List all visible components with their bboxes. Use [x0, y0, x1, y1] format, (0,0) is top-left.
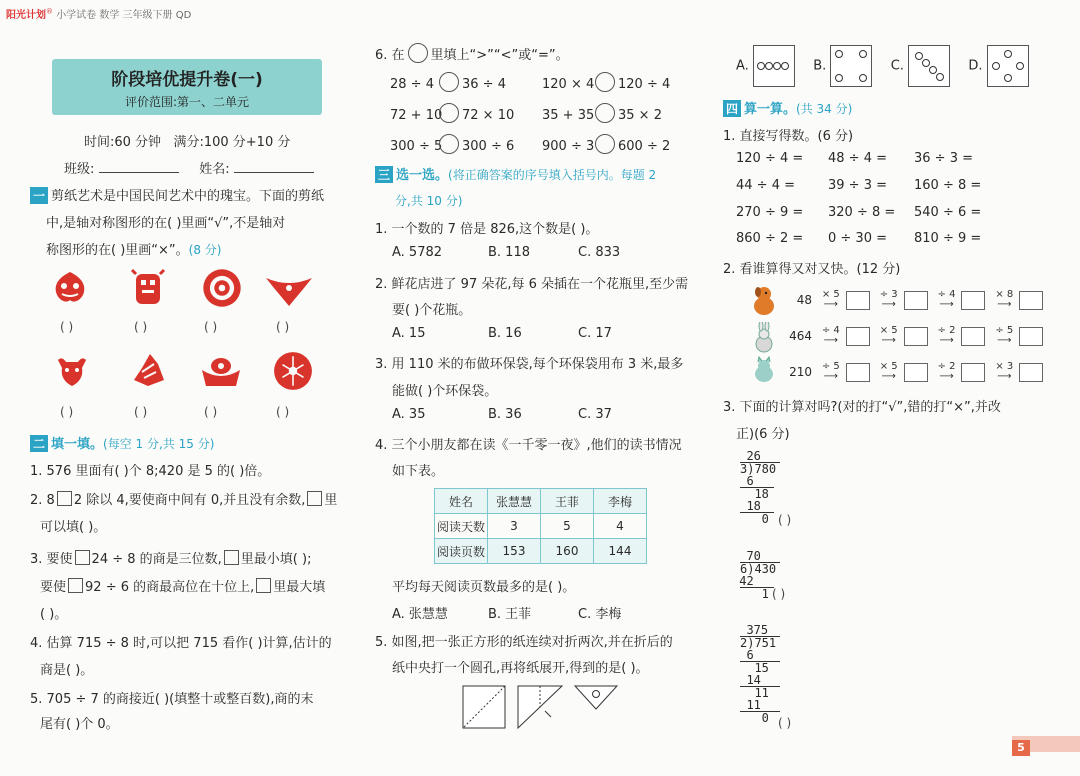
- div-line: 2)751: [740, 636, 780, 649]
- arrow-op: ÷ 4 ⟶: [816, 326, 846, 346]
- s3-q3-options: [392, 407, 612, 422]
- option-c[interactable]: C. 李梅: [578, 607, 622, 622]
- s2-q3-part: 里最大填: [273, 580, 326, 595]
- answer-box[interactable]: [846, 363, 870, 382]
- s3-q4-cont: 如下表。: [392, 464, 445, 479]
- page-number-bar: [1012, 736, 1080, 752]
- compare-circle[interactable]: [439, 134, 459, 154]
- expr: 35 × 2: [618, 108, 662, 123]
- s3-q3: 3. 用 110 米的布做环保袋,每个环保袋用布 3 米,最多: [375, 357, 684, 372]
- expr: 120 × 4: [542, 77, 595, 92]
- calc-item: 48 ÷ 4 =: [828, 151, 887, 166]
- papercut-2: [128, 268, 168, 312]
- answer-paren-1[interactable]: ( ): [60, 320, 74, 334]
- table-cell: 160: [541, 539, 594, 564]
- op-label: ÷ 3: [879, 289, 898, 300]
- option-c-figure[interactable]: [908, 45, 950, 87]
- s4-q3-cont: 正)(6 分): [736, 427, 790, 442]
- option-label-b[interactable]: B.: [813, 58, 827, 74]
- answer-box[interactable]: [904, 363, 928, 382]
- compare-circle[interactable]: [439, 72, 459, 92]
- section-3-badge: 三: [375, 166, 393, 183]
- answer-box[interactable]: [904, 291, 928, 310]
- arrow-op: ÷ 3 ⟶: [874, 290, 904, 310]
- answer-box[interactable]: [961, 291, 985, 310]
- page-title: 阶段培优提升卷(一): [111, 70, 263, 90]
- op-label: ÷ 4: [821, 325, 840, 336]
- s2-q3: [30, 548, 311, 567]
- s3-q2-cont: 要( )个花瓶。: [392, 303, 472, 318]
- section-1-line-3: [46, 239, 221, 258]
- arrow-op: × 5 ⟶: [816, 290, 846, 310]
- table-header: 李梅: [594, 489, 647, 514]
- answer-paren-3[interactable]: ( ): [204, 320, 218, 334]
- div-line: 11: [740, 686, 780, 699]
- division-1: [732, 450, 780, 525]
- answer-box[interactable]: [1019, 363, 1043, 382]
- answer-paren-5[interactable]: ( ): [60, 405, 74, 419]
- div-line: 1: [740, 587, 774, 600]
- arrow-op: × 5 ⟶: [874, 362, 904, 382]
- arrow-op: × 3 ⟶: [989, 362, 1019, 382]
- table-cell: 5: [541, 514, 594, 539]
- s2-q2-part: 里: [324, 493, 338, 508]
- s3-q5: 5. 如图,把一张正方形的纸连续对折两次,并在折后的: [375, 635, 673, 650]
- score-label: 满分:100 分+10 分: [173, 135, 291, 150]
- calc-row-4: [736, 231, 981, 246]
- calc-item: 810 ÷ 9 =: [914, 231, 982, 246]
- div-line: 375: [732, 623, 769, 637]
- s2-q3-cont: [40, 576, 325, 595]
- q6-title: [375, 43, 569, 63]
- s2-q3-part: 24 ÷ 8 的商是三位数,: [91, 552, 222, 567]
- expr: 900 ÷ 3: [542, 139, 595, 154]
- answer-box[interactable]: [961, 363, 985, 382]
- s4-q3: 3. 下面的计算对吗?(对的打“√”,错的打“×”,并改: [723, 400, 1001, 415]
- time-info: [84, 131, 290, 150]
- op-label: ÷ 5: [821, 361, 840, 372]
- name-field[interactable]: [234, 172, 314, 173]
- div-line: 14: [732, 673, 761, 687]
- section-1-line-1: [30, 185, 324, 204]
- q6-row-1: [390, 72, 670, 92]
- table-cell: 阅读页数: [435, 539, 488, 564]
- calc-item: 270 ÷ 9 =: [736, 205, 804, 220]
- expr: 72 × 10: [462, 108, 515, 123]
- answer-box[interactable]: [961, 327, 985, 346]
- s3-q4-options: [392, 603, 621, 622]
- papercut-3: [200, 266, 244, 314]
- div-line: 6)430: [740, 562, 780, 575]
- s2-q4-cont: 商是( )。: [40, 663, 94, 678]
- q6-title-part: 6. 在: [375, 48, 405, 63]
- div-line: 18: [732, 499, 761, 513]
- div-line: 0: [740, 512, 769, 526]
- section-4-title: 算一算。: [744, 102, 797, 117]
- answer-paren-d2[interactable]: ( ): [772, 587, 786, 601]
- div-line: 15: [740, 661, 780, 674]
- compare-circle[interactable]: [595, 103, 615, 123]
- s2-q3-part: 3. 要使: [30, 552, 73, 567]
- page-number: 5: [1012, 740, 1030, 756]
- chain-2: [784, 326, 1043, 346]
- s3-q1-options: [392, 245, 620, 260]
- option-d-figure[interactable]: [987, 45, 1029, 87]
- op-label: ÷ 5: [995, 325, 1014, 336]
- table-cell: 4: [594, 514, 647, 539]
- expr: 36 ÷ 4: [462, 77, 506, 92]
- calc-item: 39 ÷ 3 =: [828, 178, 887, 193]
- table-header: 王菲: [541, 489, 594, 514]
- s3-q4: 4. 三个小朋友都在读《一千零一夜》,他们的读书情况: [375, 438, 682, 453]
- division-3: [732, 624, 780, 724]
- s3-q2-options: [392, 326, 612, 341]
- table-cell: 153: [488, 539, 541, 564]
- fold-step-2: [517, 685, 563, 733]
- s3-q4-question: 平均每天阅读页数最多的是( )。: [392, 580, 576, 595]
- expr: 300 ÷ 5: [390, 139, 443, 154]
- fold-step-3: [574, 685, 618, 715]
- chain-3: [784, 362, 1043, 382]
- answer-box[interactable]: [904, 327, 928, 346]
- s4-q1: 1. 直接写得数。(6 分): [723, 129, 854, 144]
- q6-row-2: [390, 103, 662, 123]
- option-b[interactable]: B. 16: [488, 326, 522, 341]
- papercut-7: [198, 352, 244, 396]
- op-label: × 3: [995, 361, 1014, 372]
- section-4-heading: [723, 98, 852, 117]
- s2-q1: 1. 576 里面有( )个 8;420 是 5 的( )倍。: [30, 464, 271, 479]
- op-label: × 5: [879, 325, 898, 336]
- s3-q5-cont: 纸中央打一个圆孔,再将纸展开,得到的是( )。: [392, 661, 649, 676]
- compare-circle[interactable]: [595, 72, 615, 92]
- op-label: ÷ 4: [937, 289, 956, 300]
- div-line: 3)780: [740, 462, 780, 475]
- arrow-op: ÷ 4 ⟶: [931, 290, 961, 310]
- s2-q2-part: 2. 8: [30, 493, 55, 508]
- s2-q5-cont: 尾有( )个 0。: [40, 717, 119, 732]
- arrow-op: ÷ 2 ⟶: [931, 362, 961, 382]
- div-line: 18: [740, 487, 774, 500]
- answer-box[interactable]: [846, 291, 870, 310]
- answer-paren-8[interactable]: ( ): [276, 405, 290, 419]
- calc-item: 320 ÷ 8 =: [828, 205, 896, 220]
- student-info: [64, 158, 314, 177]
- section-1-text: 剪纸艺术是中国民间艺术中的瑰宝。下面的剪纸: [51, 189, 325, 204]
- section-4-badge: 四: [723, 100, 741, 117]
- page-header: 阳光计划® 小学试卷 数学 三年级下册 QD: [6, 7, 192, 21]
- page-subtitle: 评价范围:第一、二单元: [124, 95, 250, 109]
- expr: 72 + 10: [390, 108, 443, 123]
- s2-q3-part: 要使: [40, 580, 67, 595]
- div-line: 26: [732, 449, 761, 463]
- chain-1: [790, 290, 1043, 310]
- digit-box[interactable]: [57, 491, 72, 506]
- div-last: [740, 512, 774, 525]
- option-c[interactable]: C. 17: [578, 326, 612, 341]
- option-c[interactable]: C. 833: [578, 245, 621, 260]
- answer-box[interactable]: [846, 327, 870, 346]
- section-3-heading: [375, 164, 656, 183]
- papercut-4: [264, 272, 314, 312]
- arrow-op: ÷ 5 ⟶: [816, 362, 846, 382]
- answer-paren-d3[interactable]: ( ): [778, 716, 792, 730]
- digit-box[interactable]: [256, 578, 271, 593]
- option-a[interactable]: A. 35: [392, 407, 426, 422]
- rabbit-icon: [750, 322, 778, 358]
- class-field[interactable]: [99, 172, 179, 173]
- option-label-d[interactable]: D.: [968, 58, 983, 74]
- class-label: 班级:: [64, 162, 95, 177]
- digit-box[interactable]: [68, 578, 83, 593]
- q5-options: [736, 45, 1029, 87]
- chain-start: 210: [789, 364, 812, 379]
- q6-row-3: [390, 134, 670, 154]
- answer-paren-4[interactable]: ( ): [276, 320, 290, 334]
- s2-q2-cont: 可以填( )。: [40, 520, 107, 535]
- compare-circle[interactable]: [439, 103, 459, 123]
- arrow-op: ÷ 5 ⟶: [989, 326, 1019, 346]
- calc-row-1: [736, 151, 973, 166]
- section-1-score: (8 分): [188, 243, 222, 257]
- s2-q3-end: ( )。: [40, 607, 68, 622]
- calc-row-2: [736, 178, 981, 193]
- answer-paren-6[interactable]: ( ): [134, 405, 148, 419]
- option-a[interactable]: A. 张慧慧: [392, 607, 448, 622]
- title-box: [52, 59, 322, 115]
- q6-title-part: 里填上“>”“<”或“=”。: [430, 48, 569, 63]
- answer-box[interactable]: [1019, 327, 1043, 346]
- papercut-5: [52, 352, 92, 396]
- div-line: 6: [732, 474, 754, 488]
- option-a[interactable]: A. 15: [392, 326, 426, 341]
- calc-item: 44 ÷ 4 =: [736, 178, 795, 193]
- s2-q2: [30, 489, 337, 508]
- digit-box[interactable]: [307, 491, 322, 506]
- papercut-6: [128, 350, 168, 394]
- time-label: 时间:60 分钟: [84, 135, 162, 150]
- header-subtitle: 小学试卷 数学 三年级下册 QD: [56, 10, 192, 21]
- s2-q5: 5. 705 ÷ 7 的商接近( )(填整十或整百数),商的末: [30, 692, 314, 707]
- calc-item: 860 ÷ 2 =: [736, 231, 804, 246]
- table-cell: 3: [488, 514, 541, 539]
- section-3-note: (将正确答案的序号填入括号内。每题 2: [448, 168, 657, 182]
- s3-q2: 2. 鲜花店进了 97 朵花,每 6 朵插在一个花瓶里,至少需: [375, 277, 689, 292]
- s3-q3-cont: 能做( )个环保袋。: [392, 384, 498, 399]
- papercut-8: [272, 350, 314, 396]
- calc-row-3: [736, 205, 981, 220]
- table-cell: 阅读天数: [435, 514, 488, 539]
- section-1-line-2: 中,是轴对称图形的在( )里画“√”,不是轴对: [46, 216, 286, 231]
- s2-q4: 4. 估算 715 ÷ 8 时,可以把 715 看作( )计算,估计的: [30, 636, 332, 651]
- op-label: × 8: [995, 289, 1014, 300]
- option-a[interactable]: A. 5782: [392, 245, 443, 260]
- section-4-score: (共 34 分): [796, 102, 853, 116]
- calc-item: 0 ÷ 30 =: [828, 231, 887, 246]
- arrow-op: ÷ 2 ⟶: [931, 326, 961, 346]
- calc-item: 120 ÷ 4 =: [736, 151, 804, 166]
- calc-item: 540 ÷ 6 =: [914, 205, 982, 220]
- div-line: 6: [732, 648, 754, 662]
- s2-q3-part: 92 ÷ 6 的商最高位在十位上,: [85, 580, 255, 595]
- fold-step-1: [462, 685, 506, 733]
- s3-q1: 1. 一个数的 7 倍是 826,这个数是( )。: [375, 222, 599, 237]
- div-line: 11: [732, 698, 761, 712]
- section-3-note-2: 分,共 10 分): [395, 194, 463, 208]
- option-a-figure[interactable]: [753, 45, 795, 87]
- option-b[interactable]: B. 王菲: [488, 607, 532, 622]
- cat-icon: [750, 356, 778, 388]
- section-1-badge: 一: [30, 187, 48, 204]
- section-2-score: (每空 1 分,共 15 分): [103, 437, 215, 451]
- compare-circle[interactable]: [595, 134, 615, 154]
- option-b[interactable]: B. 118: [488, 245, 530, 260]
- section-3-title: 选一选。: [396, 168, 449, 183]
- expr: 600 ÷ 2: [618, 139, 671, 154]
- op-label: ÷ 2: [937, 325, 956, 336]
- answer-paren-d1[interactable]: ( ): [778, 513, 792, 527]
- chain-start: 48: [796, 292, 812, 307]
- expr: 28 ÷ 4: [390, 77, 434, 92]
- option-b-figure[interactable]: [830, 45, 872, 87]
- s2-q3-part: 里最小填( );: [240, 552, 312, 567]
- compare-circle-sample: [408, 43, 428, 63]
- dog-icon: [748, 284, 780, 322]
- op-label: × 5: [821, 289, 840, 300]
- div-line: 0: [740, 711, 780, 724]
- s4-q2: 2. 看谁算得又对又快。(12 分): [723, 262, 901, 277]
- op-label: ÷ 2: [937, 361, 956, 372]
- digit-box[interactable]: [224, 550, 239, 565]
- option-label-c[interactable]: C.: [890, 58, 904, 74]
- arrow-op: × 8 ⟶: [989, 290, 1019, 310]
- calc-item: 160 ÷ 8 =: [914, 178, 982, 193]
- s2-q2-part: 2 除以 4,要使商中间有 0,并且没有余数,: [73, 493, 306, 508]
- div-line: 70: [732, 549, 761, 563]
- table-header: 姓名: [435, 489, 488, 514]
- reading-table: [434, 488, 647, 564]
- option-b[interactable]: B. 36: [488, 407, 522, 422]
- papercut-1: [50, 268, 90, 312]
- brand: 阳光计划: [6, 10, 46, 21]
- op-label: × 5: [879, 361, 898, 372]
- section-2-title: 填一填。: [51, 437, 104, 452]
- name-label: 姓名:: [199, 162, 230, 177]
- digit-box[interactable]: [75, 550, 90, 565]
- section-2-heading: [30, 433, 214, 452]
- section-2-badge: 二: [30, 435, 48, 452]
- table-cell: 144: [594, 539, 647, 564]
- div-line: 42: [732, 574, 754, 588]
- answer-paren-2[interactable]: ( ): [134, 320, 148, 334]
- option-c[interactable]: C. 37: [578, 407, 612, 422]
- table-header: 张慧慧: [488, 489, 541, 514]
- arrow-op: × 5 ⟶: [874, 326, 904, 346]
- expr: 35 + 35: [542, 108, 595, 123]
- chain-start: 464: [789, 328, 812, 343]
- calc-item: 36 ÷ 3 =: [914, 151, 973, 166]
- section-1-text-3: 称图形的在( )里画“×”。: [46, 243, 189, 258]
- expr: 300 ÷ 6: [462, 139, 515, 154]
- answer-paren-7[interactable]: ( ): [204, 405, 218, 419]
- answer-box[interactable]: [1019, 291, 1043, 310]
- option-label-a[interactable]: A.: [736, 58, 749, 74]
- expr: 120 ÷ 4: [618, 77, 671, 92]
